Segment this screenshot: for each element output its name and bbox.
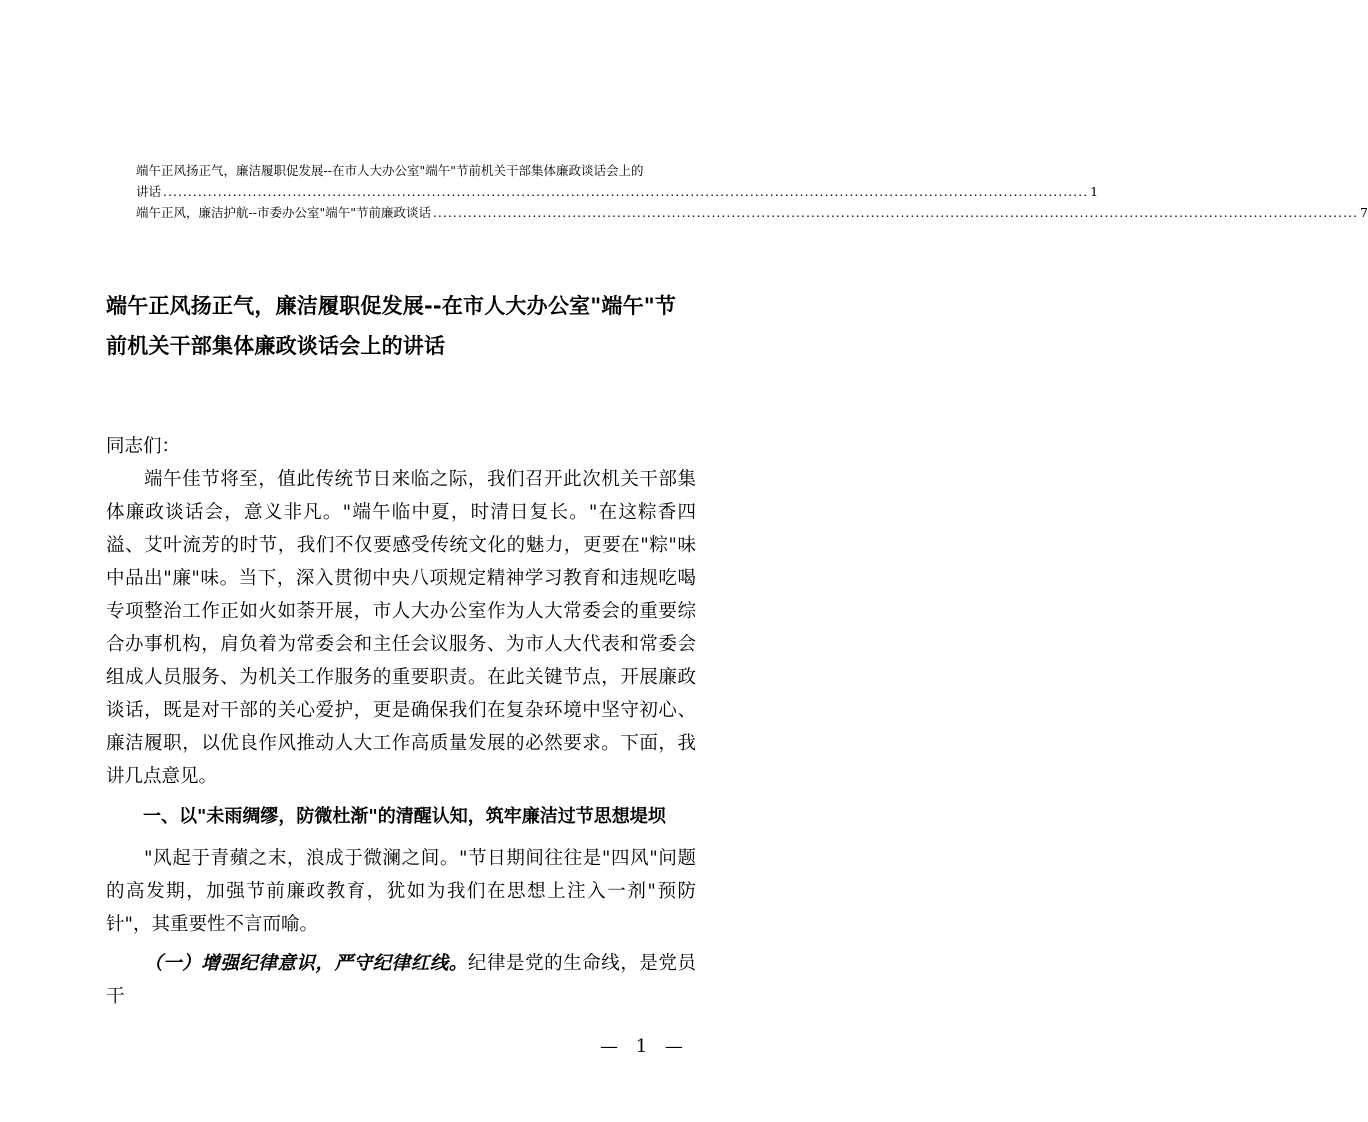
toc-entry-1-title-end: 讲话 <box>136 184 162 199</box>
toc-leader-dots: .......................................................................................................................................................................................... <box>432 205 1359 220</box>
toc-entry-1-line1[interactable]: 端午正风扬正气，廉洁履职促发展--在市人大办公室"端午"节前机关干部集体廉政谈话会上的 <box>136 163 644 178</box>
subsection-text: 纪律是党的生命线，是党员干 <box>106 953 696 1007</box>
toc-entry-1-page: 1 <box>1090 184 1099 199</box>
section-heading-1: 一、以"未雨绸缪，防微杜渐"的清醒认知，筑牢廉洁过节思想堤坝 <box>143 806 666 827</box>
paragraph-subsection-1 <box>106 947 696 1013</box>
toc-entry-2-page: 7 <box>1360 205 1368 220</box>
article-title: 端午正风扬正气，廉洁履职促发展--在市人大办公室"端午"节前机关干部集体廉政谈话会上的讲话 <box>106 294 677 358</box>
toc-entry-1-line2[interactable] <box>136 181 1099 202</box>
paragraph-intro: 端午佳节将至，值此传统节日来临之际，我们召开此次机关干部集体廉政谈话会，意义非凡。"端午临中夏，时清日复长。"在这粽香四溢、艾叶流芳的时节，我们不仅要感受传统文化的魅力，更要在"粽"味中品出"廉"味。当下，深入贯彻中央八项规定精神学习教育和违规吃喝专项整治工作正如火如荼开展，市人大办公室作为人大常委会的重要综合办事机构，肩负着为常委会和主任会议服务、为市人大代表和常委会组成人员服务、为机关工作服务的重要职责。在此关键节点，开展廉政谈话，既是对干部的关心爱护，更是确保我们在复杂环境中坚守初心、廉洁履职，以优良作风推动人大工作高质量发展的必然要求。下面，我讲几点意见。 <box>106 469 696 787</box>
table-of-contents <box>136 160 1368 223</box>
toc-entry-2[interactable] <box>136 202 1368 223</box>
toc-leader-dots: .......................................................................................................................................................................................... <box>163 184 1089 199</box>
subsection-label: （一）增强纪律意识，严守纪律红线。 <box>144 953 468 974</box>
paragraph-section-1: "风起于青蘋之末，浪成于微澜之间。"节日期间往往是"四风"问题的高发期，加强节前廉政教育，犹如为我们在思想上注入一剂"预防针"，其重要性不言而喻。 <box>106 848 696 935</box>
salutation: 同志们： <box>106 436 181 457</box>
page-number: — 1 — <box>600 1036 689 1057</box>
toc-entry-2-title: 端午正风，廉洁护航--市委办公室"端午"节前廉政谈话 <box>136 205 431 220</box>
